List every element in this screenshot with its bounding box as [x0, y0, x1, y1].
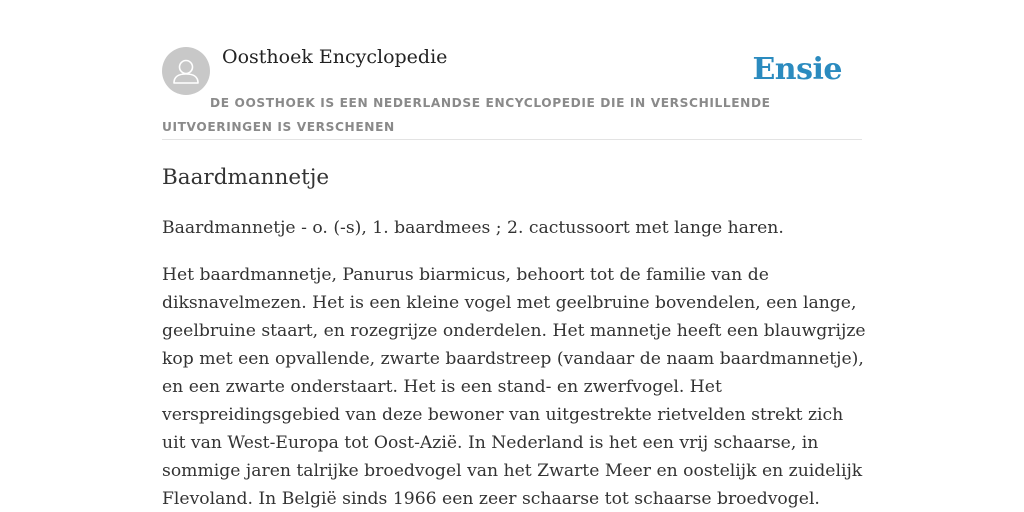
- site-tagline: DE OOSTHOEK IS EEN NEDERLANDSE ENCYCLOPEDIE DIE IN VERSCHILLENDE UITVOERINGEN IS VERSCHENEN: [162, 96, 771, 134]
- article: [162, 162, 867, 512]
- site-title-link[interactable]: Oosthoek Encyclopedie: [222, 46, 448, 68]
- article-definition: Baardmannetje - o. (-s), 1. baardmees ; 2. cactussoort met lange haren.: [162, 218, 784, 238]
- avatar[interactable]: [162, 47, 210, 95]
- user-icon: [162, 47, 210, 95]
- article-body: Het baardmannetje, Panurus biarmicus, behoort tot de familie van de diksnavelmezen. Het is een kleine vogel met geelbruine bovendelen, een lange, geelbruine staart, en rozegrijze onderdelen. Het mannetje heeft een blauwgrijze kop met een opvallende, zwarte baardstreep (vandaar de naam baardmannetje), en een zwarte onderstaart. Het is een stand- en zwerfvogel. Het verspreidingsgebied van deze bewoner van uitgestrekte rietvelden strekt zich uit van West-Europa tot Oost-Azië. In Nederland is het een vrij schaarse, in sommige jaren talrijke broedvogel van het Zwarte Meer en oostelijk en zuidelijk Flevoland. In België sinds 1966 een zeer schaarse tot schaarse broedvogel.: [162, 265, 866, 509]
- ensie-logo[interactable]: Ensie: [752, 52, 842, 87]
- article-title: Baardmannetje: [162, 165, 330, 190]
- header-divider: [162, 139, 862, 140]
